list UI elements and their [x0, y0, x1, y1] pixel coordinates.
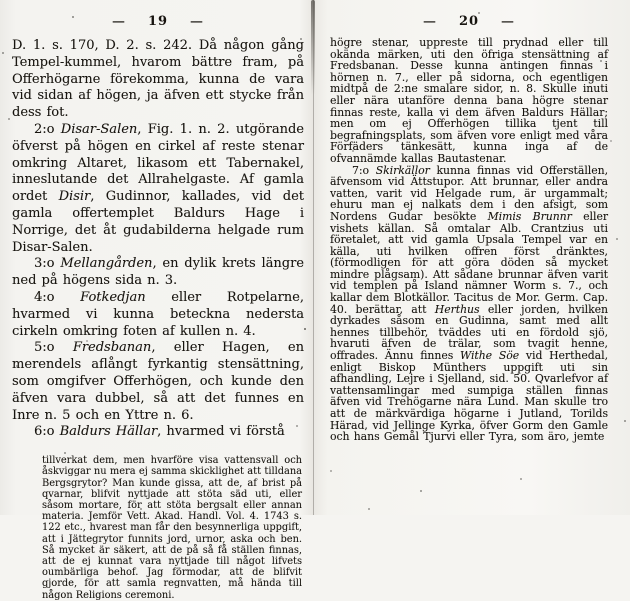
gutter-ink-smudge: [311, 0, 315, 95]
text-segment: 7:o: [352, 163, 376, 177]
text-segment: 2:o: [34, 121, 61, 137]
text-segment: eller vishets källan. Så omtalar Alb. Crantzius uti företalet, att vid gamla Upsala Tempel var en källa, uti hvilken offren först dränktes, (förmodligen för att göra döden så mycket mindre plågsam). Att sådane brunnar äfven varit vid templen på Island nämner Worm s. 7., och kallar dem Blotkällor. Tacitus de Mor. Germ. Cap. 40. berättar, att: [330, 209, 608, 316]
text-segment: Herthus: [434, 302, 480, 316]
left-page: [12, 8, 304, 601]
left-page-text: [12, 38, 304, 441]
paragraph: [12, 38, 304, 122]
paragraph: [12, 122, 304, 256]
text-segment: Fotkedjan: [80, 289, 146, 305]
left-page-number: 19: [147, 13, 169, 29]
text-segment: kunna finnas vid Offerställen, äfvensom vid Ättstupor. Att brunnar, eller andra vatten, varit vid Helgade rum, är urgammalt; ehuru man ej nalkats dem i den afsigt, som Nordens Gudar besökte: [330, 163, 609, 223]
text-segment: 4:o: [34, 289, 81, 305]
text-segment: , en dylik krets längre ned på högens sida n. 3.: [12, 256, 304, 289]
left-page-footnote: [42, 455, 302, 601]
header-rule-left: —: [422, 15, 437, 27]
paragraph: [330, 165, 608, 443]
right-page-number: 20: [458, 13, 480, 29]
text-segment: , Gudinnor, kallades, vid det gamla offertemplet Baldurs Hage i Norrige, det åt gudabilderna helgade rum Disar-Salen.: [12, 189, 305, 255]
text-segment: Disir: [58, 189, 91, 205]
text-segment: Mimis Brunnr: [487, 209, 572, 223]
text-segment: , hvarmed vi förstå: [157, 424, 285, 440]
text-segment: Withe Söe: [460, 349, 520, 363]
text-segment: Fredsbanan: [72, 340, 152, 356]
text-segment: vid Herthedal, enligt Biskop Münthers uppgift uti sin afhandling, Lejre i Sjelland, sid. 50. Qvarlefvor af vattensamlingar med sumpiga ställen finnas äfven vid Trehögarne nära Lund. Man skulle tro att de märkvärdiga högarne i Jutland, Torilds Härad, vid Jellinge Kyrka, öfver Gorm den Gamle och hans Gemål Tjurvi eller Tyra, som äro, jemte: [330, 349, 608, 444]
text-segment: , eller Hagen, en merendels aflångt fyrkantig stensättning, som omgifver Offerhögen, och kunde den äfven vara dubbel, så att det funnes en Inre n. 5 och en Yttre n. 6.: [12, 340, 304, 423]
paragraph: [12, 424, 304, 441]
scan-noise-speckles: [0, 0, 2, 2]
text-segment: högre stenar, uppreste till prydnad eller till okända märken, uti den öfriga stensättning af Fredsbanan. Desse kunna antingen finnas i hörnen n. 7., eller på sidorna, och egentligen midtpå de 2:ne smalare sidor, n. 8. Skulle inuti eller nära utanföre denna bana högre stenar finnas reste, kalla vi dem äfven Baldurs Hällar; men om ej Offerhögen tillika tjent till begrafningsplats, som äfven vore enligt med våra Förfäders tänkesätt, kunna inga af de ofvannämde kallas Bautastenar.: [330, 36, 608, 165]
right-page-header: [330, 8, 608, 30]
header-rule-left: —: [111, 15, 126, 27]
paragraph: [12, 340, 304, 424]
text-segment: tillverkat dem, men hvarföre visa vattensvall och åskviggar nu mera ej samma skicklighet att tilldana Bergsgrytor? Man kunde gissa, att de, af brist på qvarnar, blifvit nyttjade att stöta säd uti, eller såsom mortare, för att stöta bergsalt eller annan materia. Jemför Vett. Akad. Handl. Vol. 4. 1743 s. 122 etc., hvarest man får den besynnerliga uppgift, att i Jättegrytor funnits jord, urnor, aska och ben. Så mycket är säkert, att de på så få ställen finnas, att de ej kunnat vara nyttjade till något lifvets oumbärliga behof. Jag förmodar, att de blifvit gjorde, för att samla regnvatten, må hända till någon Religions ceremoni.: [42, 455, 302, 601]
text-segment: eller jorden, hvilken dyrkades såsom en Gudinna, samt med allt hennes tillbehör, tväddes uti en fördold sjö, hvaruti äfven de trälar, som tvagit henne, offrades. Ännu finnes: [330, 302, 608, 363]
text-segment: eller Rotpelarne, hvarmed vi kunna beteckna nedersta cirkeln omkring foten af kullen n. 4.: [12, 289, 304, 339]
header-rule-right: —: [501, 15, 516, 27]
text-segment: 6:o: [34, 424, 60, 440]
text-segment: Skirkällor: [375, 163, 430, 177]
header-rule-right: —: [190, 15, 205, 27]
paragraph: [330, 37, 608, 165]
right-page-text: [330, 37, 608, 443]
text-segment: , Fig. 1. n. 2. utgörande öfverst på högen en cirkel af reste stenar omkring Altaret, likasom ett Tabernakel, inneslutande det Allrahelgaste. Af gamla ordet: [12, 121, 304, 205]
right-page: [330, 8, 608, 443]
paragraph: [12, 256, 304, 290]
text-segment: Mellangården: [60, 256, 153, 272]
text-segment: Baldurs Hällar: [59, 424, 158, 440]
text-segment: Disar-Salen: [60, 121, 138, 137]
paragraph: [12, 290, 304, 340]
left-page-header: [12, 8, 304, 30]
text-segment: D. 1. s. 170, D. 2. s. 242. Då någon gång Tempel-kummel, hvarom bättre fram, på Offerhögarne förekomma, kunna de vara vid sidan af högen, ja äfven ett stycke från dess fot.: [12, 38, 304, 121]
text-segment: 3:o: [34, 256, 61, 272]
text-segment: 5:o: [34, 340, 73, 356]
